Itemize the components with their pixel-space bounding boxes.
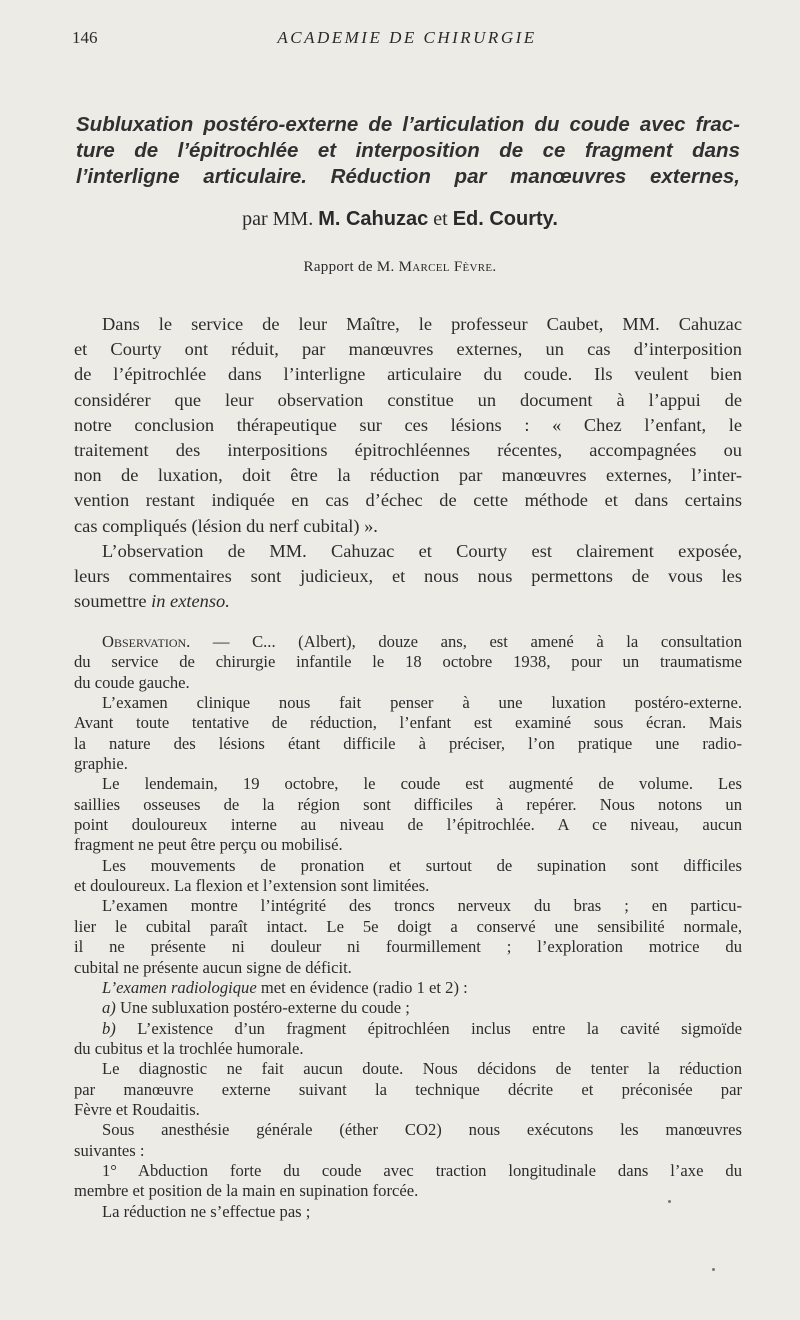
page-number: 146: [72, 28, 98, 47]
rapport-prefix: Rapport de M.: [303, 259, 395, 275]
text-line: traitement des interpositions épitrochléennes récentes, accompagnées ou: [74, 440, 742, 461]
text-line: leurs commentaires sont judicieux, et nous nous permettons de vous les: [74, 566, 742, 587]
text-line: et douloureux. La flexion et l’extension sont limitées.: [74, 876, 430, 896]
text-line: Sous anesthésie générale (éther CO2) nous exécutons les manœuvres: [102, 1120, 742, 1140]
author-name: M. Cahuzac: [318, 208, 429, 230]
text-line: Avant toute tentative de réduction, l’enfant est examiné sous écran. Mais: [74, 713, 742, 733]
text-line: cas compliqués (lésion du nerf cubital) ».: [74, 515, 378, 536]
observation-label: Observation.: [102, 632, 191, 651]
text-line: suivantes :: [74, 1140, 145, 1160]
text-line: point douloureux interne au niveau de l’épitrochlée. A ce niveau, aucun: [74, 815, 742, 835]
title-line: l’interligne articulaire. Réduction par manœuvres externes,: [76, 165, 740, 188]
text-line: du cubitus et la trochlée humorale.: [74, 1038, 304, 1058]
article-title: [76, 112, 740, 190]
page-header: [72, 28, 742, 52]
text-line: vention restant indiquée en cas d’échec de cette méthode et dans certains: [74, 490, 742, 511]
text-line: notre conclusion thérapeutique sur ces lésions : « Chez l’enfant, le: [74, 414, 742, 435]
text-line: la nature des lésions étant difficile à préciser, l’on pratique une radio-: [74, 733, 742, 753]
introduction-text: [74, 312, 742, 614]
text-line: L’examen clinique nous fait penser à une luxation postéro-externe.: [102, 693, 742, 713]
text-line: et Courty ont réduit, par manœuvres externes, un cas d’interposition: [74, 339, 742, 360]
text-line: fragment ne peut être perçu ou mobilisé.: [74, 835, 343, 855]
text-line: graphie.: [74, 754, 128, 774]
author-name: Ed. Courty.: [452, 208, 558, 230]
text-line: il ne présente ni douleur ni fourmillement ; l’exploration motrice du: [74, 937, 742, 957]
text-line: cubital ne présente aucun signe de déficit.: [74, 957, 352, 977]
text-line: de l’épitrochlée dans l’interligne articulaire du coude. Ils veulent bien: [74, 364, 742, 385]
text-line: Le diagnostic ne fait aucun doute. Nous décidons de tenter la réduction: [102, 1059, 742, 1079]
text-line: non de luxation, doit être la réduction par manœuvres externes, l’inter-: [74, 465, 742, 486]
rapporteur-name: Marcel Fèvre.: [398, 259, 497, 275]
text-fragment: soumettre: [74, 591, 147, 612]
text-fragment: met en évidence (radio 1 et 2) :: [260, 977, 468, 997]
text-fragment: L’existence d’un fragment épitrochléen inclus entre la cavité sigmoïde: [137, 1018, 742, 1038]
text-line: [74, 978, 742, 998]
title-line: Subluxation postéro-externe de l’articulation du coude avec frac-: [76, 113, 740, 136]
text-line: membre et position de la main en supination forcée.: [74, 1181, 419, 1201]
paper-speck: [668, 1200, 671, 1203]
rapport-line: [0, 259, 800, 276]
text-line: Les mouvements de pronation et surtout de supination sont difficiles: [102, 855, 742, 875]
text-line: 1° Abduction forte du coude avec traction longitudinale dans l’axe du: [102, 1160, 742, 1180]
text-line: du coude gauche.: [74, 672, 190, 692]
italic-in-extenso: in extenso.: [151, 591, 230, 612]
text-fragment: Une subluxation postéro-externe du coude ;: [119, 998, 410, 1018]
authors-line: [0, 208, 800, 231]
text-line: L’examen montre l’intégrité des troncs nerveux du bras ; en particu-: [102, 896, 742, 916]
item-marker-b: b): [102, 1018, 116, 1038]
paper-speck: [712, 1268, 715, 1271]
text-line: du service de chirurgie infantile le 18 octobre 1938, pour un traumatisme: [74, 652, 742, 672]
text-line: Dans le service de leur Maître, le professeur Caubet, MM. Cahuzac: [102, 314, 742, 334]
text-line: lier le cubital paraît intact. Le 5e doigt a conservé une sensibilité normale,: [74, 916, 742, 936]
authors-prefix: par MM.: [242, 208, 314, 230]
italic-exam-radio: L’examen radiologique: [102, 977, 257, 997]
text-fragment: — C... (Albert), douze ans, est amené à la consultation: [190, 632, 742, 651]
running-title: ACADEMIE DE CHIRURGIE: [277, 28, 537, 47]
text-line: L’observation de MM. Cahuzac et Courty est clairement exposée,: [102, 540, 742, 561]
text-line: [74, 998, 742, 1018]
text-line: Fèvre et Roudaitis.: [74, 1099, 200, 1119]
text-line: [74, 632, 742, 652]
text-line: par manœuvre externe suivant la technique décrite et préconisée par: [74, 1079, 742, 1099]
observation-text: [74, 632, 742, 1222]
title-line: ture de l’épitrochlée et interposition de ce fragment dans: [76, 139, 740, 162]
text-line: [74, 589, 742, 614]
text-line: La réduction ne s’effectue pas ;: [102, 1201, 311, 1221]
authors-conjunction: et: [433, 208, 448, 230]
text-line: considérer que leur observation constitue un document à l’appui de: [74, 389, 742, 410]
text-line: Le lendemain, 19 octobre, le coude est augmenté de volume. Les: [102, 774, 742, 794]
item-marker-a: a): [102, 998, 116, 1018]
text-line: saillies osseuses de la région sont difficiles à repérer. Nous notons un: [74, 794, 742, 814]
text-line: [74, 1019, 742, 1039]
